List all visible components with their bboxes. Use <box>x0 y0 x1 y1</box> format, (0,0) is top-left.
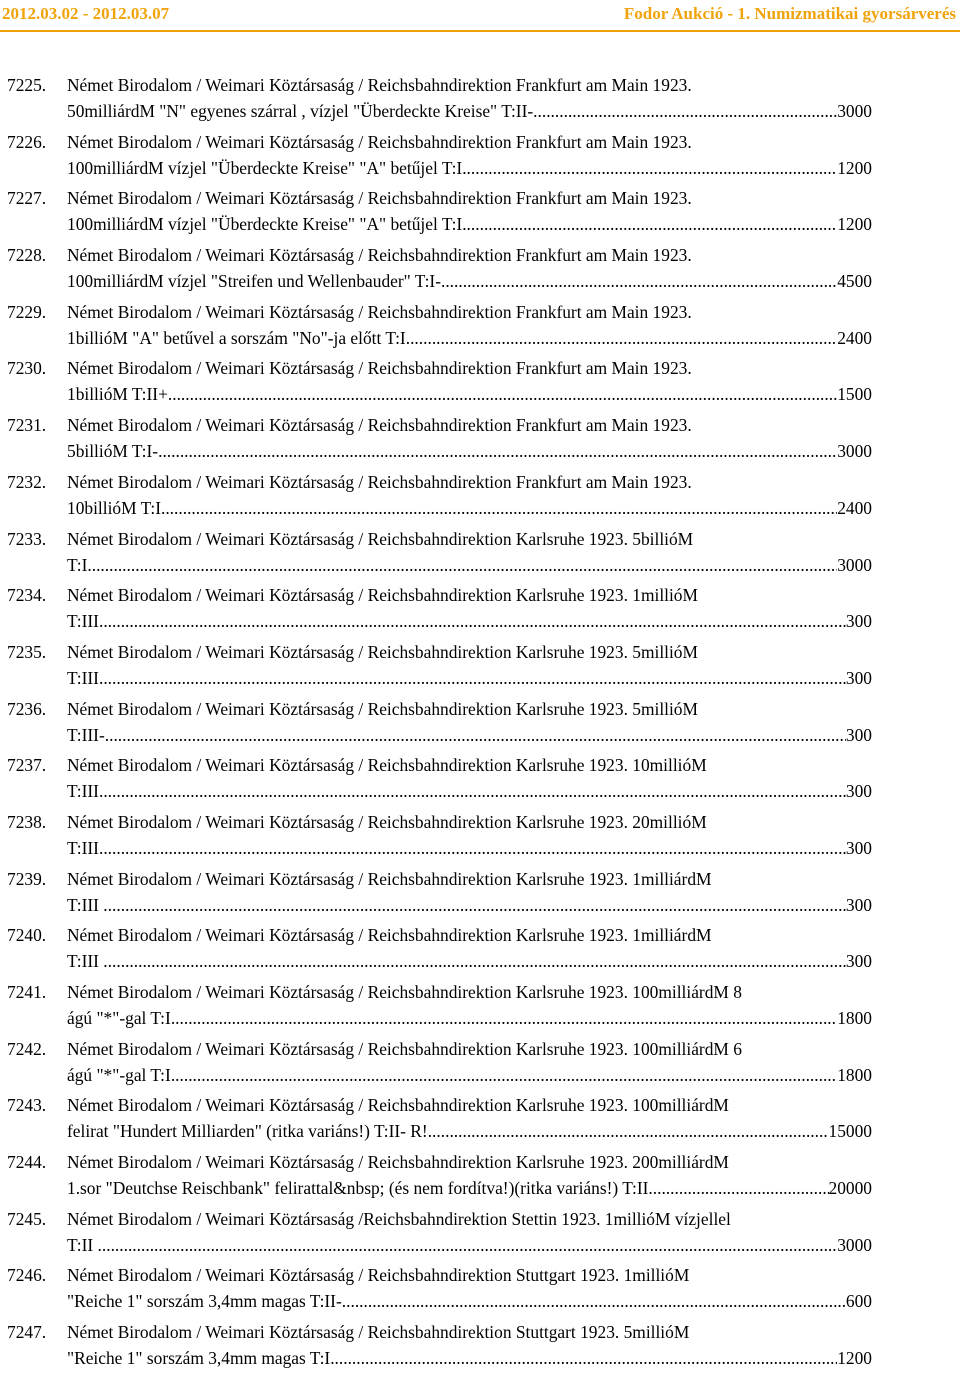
lot-title: Német Birodalom / Weimari Köztársaság / Reichsbahndirektion Karlsruhe 1923. 1milliárdM <box>67 868 712 889</box>
dot-leader <box>171 1005 837 1031</box>
page-header <box>0 0 960 30</box>
dot-leader <box>533 98 837 124</box>
dot-leader <box>105 722 846 748</box>
lot-description: felirat "Hundert Milliarden" (ritka variáns!) T:II- R! <box>67 1121 428 1142</box>
lot-price: 1200 <box>837 157 872 178</box>
lot-description: ágú "*"-gal T:I <box>67 1008 171 1028</box>
lot-description: 10billióM T:I <box>67 497 161 518</box>
lot-title: Német Birodalom / Weimari Köztársaság / Reichsbahndirektion Frankfurt am Main 1923. <box>67 75 692 95</box>
lot-number: 7228. <box>7 245 47 266</box>
lot-price: 2400 <box>837 327 872 348</box>
lot-detail-line <box>67 1288 872 1314</box>
lot-description: 1billióM T:II+ <box>67 384 168 405</box>
lot-title: Német Birodalom / Weimari Köztársaság / Reichsbahndirektion Karlsruhe 1923. 5billióM <box>67 528 694 549</box>
lot-title: Német Birodalom / Weimari Köztársaság / Reichsbahndirektion Frankfurt am Main 1923. <box>67 358 692 379</box>
lot-title: Német Birodalom / Weimari Köztársaság / Reichsbahndirektion Karlsruhe 1923. 1millióM <box>67 585 698 606</box>
lot-detail-line <box>67 835 872 861</box>
dot-leader <box>87 552 837 578</box>
date-range: 2012.03.02 - 2012.03.07 <box>2 4 170 23</box>
list-item <box>0 185 960 242</box>
lot-title: Német Birodalom / Weimari Köztársaság / Reichsbahndirektion Stuttgart 1923. 1millióM <box>67 1265 690 1286</box>
lot-title: Német Birodalom / Weimari Köztársaság / Reichsbahndirektion Karlsruhe 1923. 100milliárdM 8 <box>67 982 742 1002</box>
lot-number: 7245. <box>7 1208 47 1229</box>
lot-description: T:III. <box>67 837 104 858</box>
dot-leader <box>103 835 846 861</box>
lot-number: 7247. <box>7 1322 47 1343</box>
lot-number: 7243. <box>7 1095 47 1116</box>
lot-number: 7235. <box>7 641 47 662</box>
lot-description: 100milliárdM vízjel "Überdeckte Kreise" "A" betűjel T:I <box>67 157 463 178</box>
dot-leader <box>406 325 837 351</box>
lot-description: 100milliárdM vízjel "Streifen und Wellenbauder" T:I- <box>67 271 441 292</box>
dot-leader <box>168 381 837 407</box>
dot-leader <box>428 1118 829 1144</box>
list-item <box>0 242 960 299</box>
lot-detail-line <box>67 438 872 464</box>
lot-title: Német Birodalom / Weimari Köztársaság / Reichsbahndirektion Frankfurt am Main 1923. <box>67 301 692 322</box>
lot-price: 20000 <box>828 1178 872 1199</box>
lot-price: 1200 <box>837 214 872 235</box>
list-item <box>0 1319 960 1376</box>
lot-price: 3000 <box>837 554 872 575</box>
lot-number: 7240. <box>7 925 47 946</box>
lot-detail-line <box>67 268 872 294</box>
lot-number: 7226. <box>7 131 47 152</box>
lot-title: Német Birodalom / Weimari Köztársaság / Reichsbahndirektion Karlsruhe 1923. 100milliárdM 6 <box>67 1038 742 1059</box>
dot-leader <box>108 948 846 974</box>
dot-leader <box>648 1175 828 1201</box>
lot-price: 300 <box>845 951 872 972</box>
lot-number: 7231. <box>7 415 47 436</box>
lot-number: 7239. <box>7 868 47 889</box>
lot-price: 3000 <box>837 101 872 121</box>
list-item <box>0 526 960 583</box>
lot-detail-line <box>67 778 872 804</box>
lot-detail-line <box>67 1062 872 1088</box>
lot-detail-line <box>67 1175 872 1201</box>
lot-description: 1billióM "A" betűvel a sorszám "No"-ja előtt T:I <box>67 327 406 348</box>
lot-description: T:III. <box>67 667 104 688</box>
lot-detail-line <box>67 211 872 237</box>
list-item <box>0 1206 960 1263</box>
lot-detail-line <box>67 892 872 918</box>
lot-title: Német Birodalom / Weimari Köztársaság / Reichsbahndirektion Frankfurt am Main 1923. <box>67 471 692 492</box>
lot-description: 1.sor "Deutchse Reischbank" felirattal&nbsp; (és nem fordítva!)(ritka variáns!) T:II <box>67 1178 649 1199</box>
list-item <box>0 696 960 753</box>
lot-detail-line <box>67 1232 872 1258</box>
lot-number: 7244. <box>7 1152 47 1173</box>
list-item <box>0 809 960 866</box>
lot-title: Német Birodalom / Weimari Köztársaság / Reichsbahndirektion Frankfurt am Main 1923. <box>67 131 692 152</box>
list-item <box>0 72 960 129</box>
lot-title: Német Birodalom / Weimari Köztársaság / Reichsbahndirektion Frankfurt am Main 1923. <box>67 415 692 436</box>
lot-description: T:III. <box>67 781 104 802</box>
lot-price: 300 <box>845 781 872 802</box>
lot-number: 7229. <box>7 301 47 322</box>
dot-leader <box>330 1345 837 1371</box>
lot-description: T:III. <box>67 611 104 632</box>
lot-description: T:II . <box>67 1234 102 1255</box>
list-item <box>0 299 960 356</box>
list-item <box>0 1262 960 1319</box>
dot-leader <box>102 1232 837 1258</box>
lot-price: 300 <box>845 837 872 858</box>
lot-number: 7230. <box>7 358 47 379</box>
lot-title: Német Birodalom / Weimari Köztársaság / Reichsbahndirektion Frankfurt am Main 1923. <box>67 188 692 209</box>
lot-description: "Reiche 1" sorszám 3,4mm magas T:I <box>67 1348 331 1369</box>
list-item <box>0 866 960 923</box>
lot-detail-line <box>67 665 872 691</box>
list-item <box>0 355 960 412</box>
list-item <box>0 129 960 186</box>
lot-price: 300 <box>845 667 872 688</box>
lot-price: 15000 <box>828 1121 872 1142</box>
lot-title: Német Birodalom / Weimari Köztársaság / Reichsbahndirektion Stuttgart 1923. 5millióM <box>67 1322 690 1343</box>
lot-detail-line <box>67 155 872 181</box>
lot-number: 7241. <box>7 982 47 1002</box>
dot-leader <box>441 268 837 294</box>
dot-leader <box>462 155 837 181</box>
lot-title: Német Birodalom / Weimari Köztársaság / Reichsbahndirektion Karlsruhe 1923. 200milliárdM <box>67 1152 729 1173</box>
lot-number: 7237. <box>7 755 47 776</box>
lot-number: 7236. <box>7 698 47 719</box>
list-item <box>0 639 960 696</box>
lot-detail-line <box>67 722 872 748</box>
lot-title: Német Birodalom / Weimari Köztársaság / Reichsbahndirektion Frankfurt am Main 1923. <box>67 245 692 266</box>
lot-detail-line <box>67 948 872 974</box>
dot-leader <box>161 495 837 521</box>
lot-number: 7227. <box>7 188 47 209</box>
dot-leader <box>342 1288 846 1314</box>
lot-description: T:III- <box>67 724 105 745</box>
lot-description: 50milliárdM "N" egyenes szárral , vízjel "Überdeckte Kreise" T:II- <box>67 101 534 121</box>
dot-leader <box>103 665 846 691</box>
header-divider <box>0 30 960 32</box>
lot-description: 5billióM T:I- <box>67 441 159 462</box>
list-item <box>0 1092 960 1149</box>
lot-title: Német Birodalom / Weimari Köztársaság / Reichsbahndirektion Karlsruhe 1923. 5millióM <box>67 698 698 719</box>
lot-description: "Reiche 1" sorszám 3,4mm magas T:II- <box>67 1291 342 1312</box>
lot-price: 3000 <box>837 1234 872 1255</box>
lot-price: 2400 <box>837 497 872 518</box>
lot-number: 7233. <box>7 528 47 549</box>
lot-description: T:I <box>67 554 88 575</box>
lot-price: 4500 <box>837 271 872 292</box>
list-item <box>0 752 960 809</box>
dot-leader <box>108 892 846 918</box>
dot-leader <box>462 211 837 237</box>
list-item <box>0 412 960 469</box>
list-item <box>0 582 960 639</box>
list-item <box>0 979 960 1036</box>
lot-title: Német Birodalom / Weimari Köztársaság / Reichsbahndirektion Karlsruhe 1923. 100milliárdM <box>67 1095 729 1116</box>
dot-leader <box>103 778 846 804</box>
lot-price: 1500 <box>837 384 872 405</box>
lot-number: 7232. <box>7 471 47 492</box>
dot-leader <box>171 1062 837 1088</box>
lot-price: 300 <box>845 894 872 915</box>
lot-price: 1800 <box>837 1064 872 1085</box>
lot-description: ágú "*"-gal T:I <box>67 1064 171 1085</box>
lot-detail-line <box>67 1345 872 1371</box>
lot-price: 3000 <box>837 441 872 462</box>
list-item <box>0 1036 960 1093</box>
lot-detail-line <box>67 608 872 634</box>
lot-detail-line <box>67 381 872 407</box>
lot-price: 1800 <box>837 1008 872 1028</box>
lot-title: Német Birodalom / Weimari Köztársaság / Reichsbahndirektion Karlsruhe 1923. 5millióM <box>67 641 698 662</box>
lot-number: 7234. <box>7 585 47 606</box>
lot-title: Német Birodalom / Weimari Köztársaság / Reichsbahndirektion Karlsruhe 1923. 10millióM <box>67 755 707 776</box>
lot-price: 1200 <box>837 1348 872 1369</box>
list-item <box>0 922 960 979</box>
lot-detail-line <box>67 552 872 578</box>
dot-leader <box>158 438 837 464</box>
lot-title: Német Birodalom / Weimari Köztársaság / Reichsbahndirektion Karlsruhe 1923. 20millióM <box>67 811 707 832</box>
lot-number: 7242. <box>7 1038 47 1059</box>
auction-title: Fodor Aukció - 1. Numizmatikai gyorsárverés <box>623 4 956 23</box>
lot-number: 7246. <box>7 1265 47 1286</box>
lot-description: 100milliárdM vízjel "Überdeckte Kreise" "A" betűjel T:I <box>67 214 463 235</box>
lot-title: Német Birodalom / Weimari Köztársaság / Reichsbahndirektion Karlsruhe 1923. 1milliárdM <box>67 925 712 946</box>
lot-detail-line <box>67 325 872 351</box>
lot-description: T:III . <box>67 894 108 915</box>
lot-detail-line <box>67 1118 872 1144</box>
lot-detail-line <box>67 98 872 124</box>
lot-detail-line <box>67 1005 872 1031</box>
lot-number: 7225. <box>7 75 47 95</box>
lot-description: T:III . <box>67 951 108 972</box>
list-item <box>0 1149 960 1206</box>
lot-detail-line <box>67 495 872 521</box>
lot-number: 7238. <box>7 811 47 832</box>
lot-price: 300 <box>845 724 872 745</box>
lot-list <box>0 72 960 1376</box>
lot-price: 600 <box>845 1291 872 1312</box>
dot-leader <box>103 608 846 634</box>
list-item <box>0 469 960 526</box>
lot-price: 300 <box>845 611 872 632</box>
lot-title: Német Birodalom / Weimari Köztársaság /Reichsbahndirektion Stettin 1923. 1millióM vízjellel <box>67 1208 731 1229</box>
